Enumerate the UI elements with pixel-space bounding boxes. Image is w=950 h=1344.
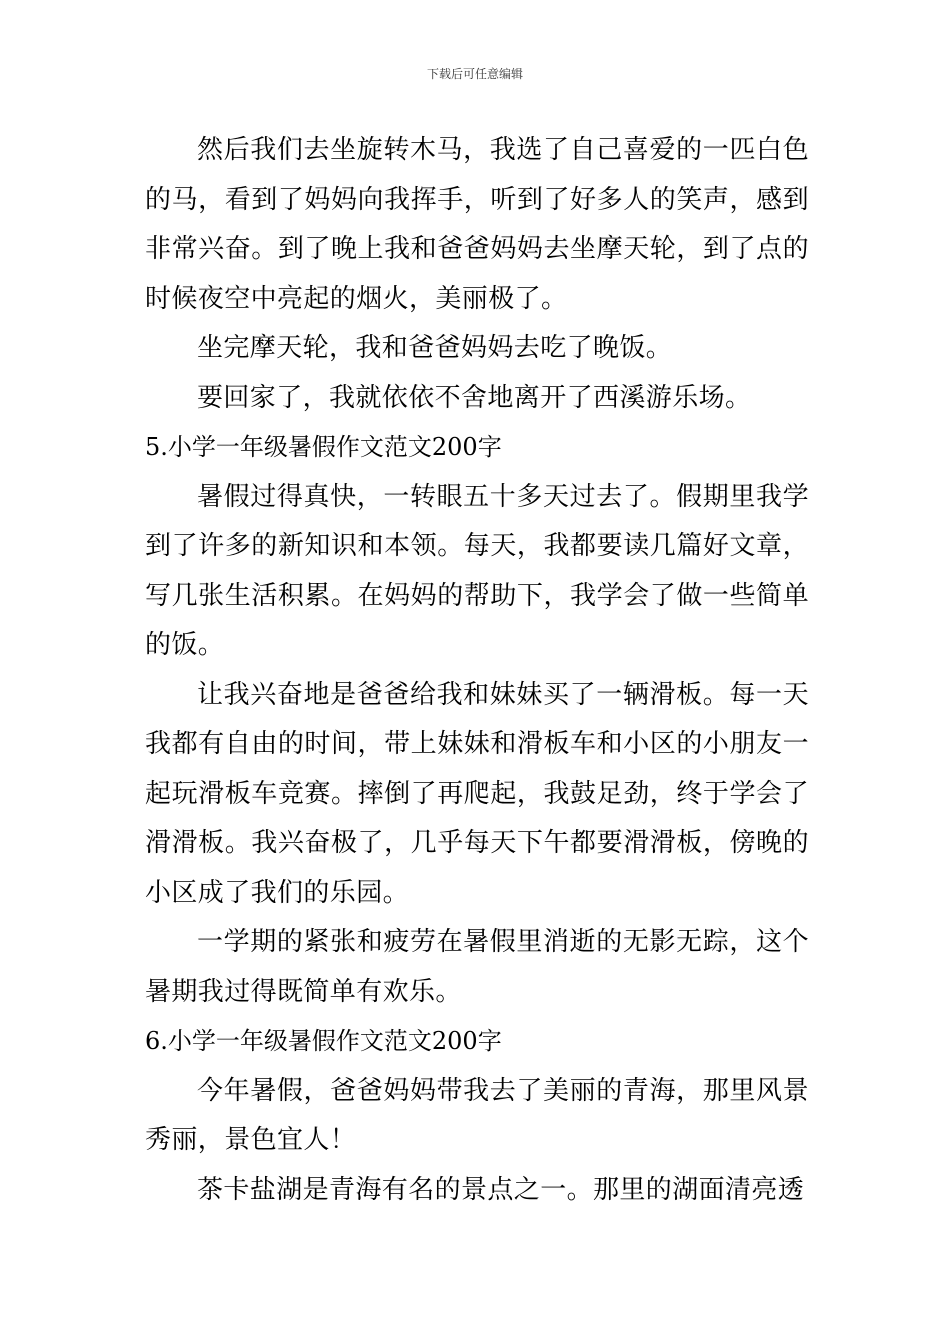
paragraph: 然后我们去坐旋转木马，我选了自己喜爱的一匹白色的马，看到了妈妈向我挥手，听到了好多人的笑声，感到非常兴奋。到了晚上我和爸爸妈妈去坐摩天轮，到了点的时候夜空中亮起的烟火，美丽极了。	[145, 135, 809, 314]
paragraph: 今年暑假，爸爸妈妈带我去了美丽的青海，那里风景秀丽，景色宜人！	[145, 1075, 809, 1155]
paragraph: 茶卡盐湖是青海有名的景点之一。那里的湖面清亮透	[197, 1174, 805, 1205]
document-body	[145, 126, 809, 1215]
paragraph: 坐完摩天轮，我和爸爸妈妈去吃了晚饭。	[197, 333, 673, 363]
paragraph: 让我兴奋地是爸爸给我和妹妹买了一辆滑板。每一天我都有自由的时间，带上妹妹和滑板车和小区的小朋友一起玩滑板车竞赛。摔倒了再爬起，我鼓足劲，终于学会了滑滑板。我兴奋极了，几乎每天下午都要滑滑板，傍晚的小区成了我们的乐园。	[145, 679, 809, 908]
page-header: 下载后可任意编辑	[426, 67, 523, 81]
paragraph: 一学期的紧张和疲劳在暑假里消逝的无影无踪，这个暑期我过得既简单有欢乐。	[145, 927, 809, 1007]
paragraph: 要回家了，我就依依不舍地离开了西溪游乐场。	[197, 382, 752, 413]
paragraph: 暑假过得真快，一转眼五十多天过去了。假期里我学到了许多的新知识和本领。每天，我都要读几篇好文章，写几张生活积累。在妈妈的帮助下，我学会了做一些简单的饭。	[145, 481, 809, 660]
section-heading: 6.小学一年级暑假作文范文200字	[145, 1027, 502, 1055]
section-heading: 5.小学一年级暑假作文范文200字	[145, 433, 502, 461]
